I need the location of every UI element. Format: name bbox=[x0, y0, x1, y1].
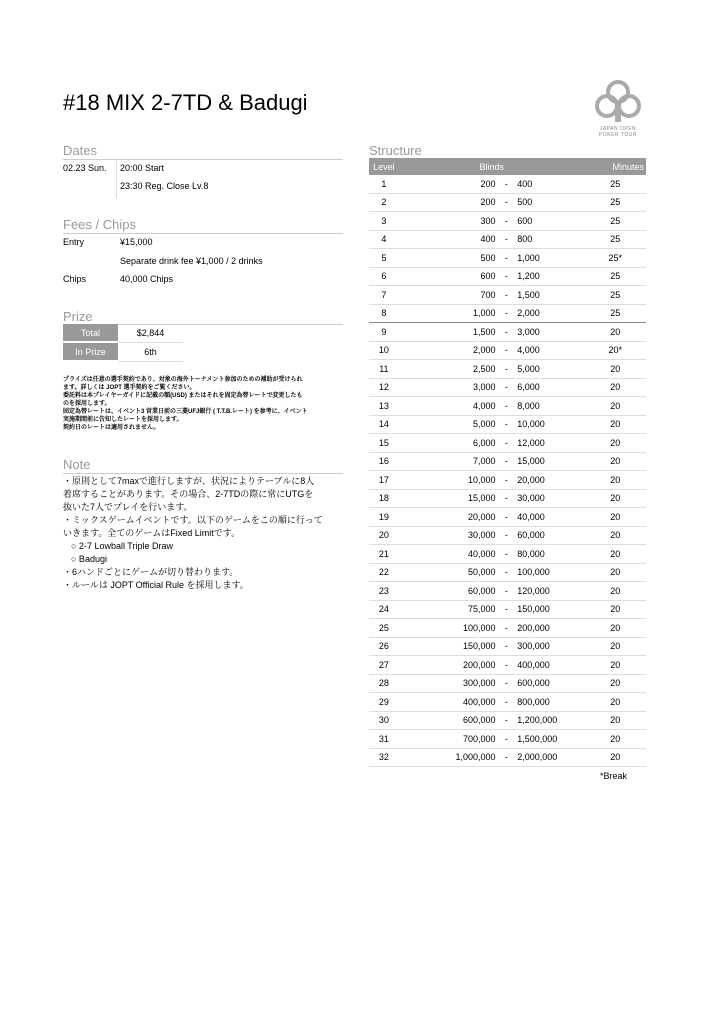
small-blind: 15,000 bbox=[399, 489, 500, 508]
blind-separator: - bbox=[499, 619, 513, 638]
level-number: 12 bbox=[369, 378, 399, 397]
level-row bbox=[369, 360, 646, 379]
disclaimer-line: ます。詳しくは JOPT 選手契約をご覧ください。 bbox=[63, 385, 196, 391]
dates-heading: Dates bbox=[63, 143, 97, 158]
level-number: 16 bbox=[369, 452, 399, 471]
level-row bbox=[369, 600, 646, 619]
level-number: 19 bbox=[369, 508, 399, 527]
prize-table bbox=[63, 324, 183, 362]
big-blind: 2,000 bbox=[513, 304, 584, 323]
small-blind: 700,000 bbox=[399, 730, 500, 749]
level-number: 10 bbox=[369, 341, 399, 360]
level-row bbox=[369, 563, 646, 582]
blind-separator: - bbox=[499, 656, 513, 675]
entry-value: ¥15,000 bbox=[120, 237, 153, 247]
small-blind: 300 bbox=[399, 212, 500, 231]
blind-separator: - bbox=[499, 748, 513, 767]
level-minutes: 25 bbox=[585, 304, 646, 323]
blind-separator: - bbox=[499, 286, 513, 305]
big-blind: 400 bbox=[513, 175, 584, 193]
level-minutes: 20 bbox=[585, 656, 646, 675]
blind-separator: - bbox=[499, 526, 513, 545]
level-minutes: 20 bbox=[585, 434, 646, 453]
prize-total-row bbox=[63, 324, 183, 342]
level-minutes: 20 bbox=[585, 471, 646, 490]
note-heading: Note bbox=[63, 457, 91, 472]
prize-total-value: $2,844 bbox=[118, 324, 183, 342]
note-line: ・ミックスゲームイベントです。以下のゲームをこの順に行って bbox=[63, 515, 323, 525]
structure-header-row bbox=[369, 158, 646, 175]
note-body bbox=[63, 475, 353, 592]
small-blind: 150,000 bbox=[399, 637, 500, 656]
level-minutes: 20 bbox=[585, 526, 646, 545]
level-minutes: 25 bbox=[585, 286, 646, 305]
level-row bbox=[369, 304, 646, 323]
small-blind: 1,500 bbox=[399, 323, 500, 342]
level-number: 4 bbox=[369, 230, 399, 249]
level-number: 29 bbox=[369, 693, 399, 712]
prize-inprize-label: In Prize bbox=[63, 342, 118, 361]
level-minutes: 20 bbox=[585, 563, 646, 582]
level-number: 3 bbox=[369, 212, 399, 231]
level-row bbox=[369, 711, 646, 730]
big-blind: 10,000 bbox=[513, 415, 584, 434]
small-blind: 400 bbox=[399, 230, 500, 249]
break-footnote: *Break bbox=[600, 771, 628, 781]
blind-separator: - bbox=[499, 378, 513, 397]
level-minutes: 20 bbox=[585, 397, 646, 416]
level-number: 31 bbox=[369, 730, 399, 749]
level-minutes: 20 bbox=[585, 619, 646, 638]
level-minutes: 20 bbox=[585, 674, 646, 693]
small-blind: 20,000 bbox=[399, 508, 500, 527]
level-number: 17 bbox=[369, 471, 399, 490]
blind-separator: - bbox=[499, 637, 513, 656]
col-level-header: Level bbox=[369, 158, 399, 175]
blind-separator: - bbox=[499, 563, 513, 582]
level-minutes: 20 bbox=[585, 582, 646, 601]
level-minutes: 25 bbox=[585, 212, 646, 231]
blind-separator: - bbox=[499, 397, 513, 416]
blind-separator: - bbox=[499, 582, 513, 601]
note-game-item: ○ 2-7 Lowball Triple Draw bbox=[71, 541, 173, 551]
small-blind: 7,000 bbox=[399, 452, 500, 471]
level-minutes: 20 bbox=[585, 693, 646, 712]
small-blind: 6,000 bbox=[399, 434, 500, 453]
small-blind: 400,000 bbox=[399, 693, 500, 712]
small-blind: 600,000 bbox=[399, 711, 500, 730]
big-blind: 2,000,000 bbox=[513, 748, 584, 767]
level-row bbox=[369, 267, 646, 286]
level-number: 26 bbox=[369, 637, 399, 656]
big-blind: 3,000 bbox=[513, 323, 584, 342]
big-blind: 800 bbox=[513, 230, 584, 249]
level-row bbox=[369, 378, 646, 397]
note-line: ・6ハンドごとにゲームが切り替わります。 bbox=[63, 567, 239, 577]
big-blind: 1,500 bbox=[513, 286, 584, 305]
level-number: 5 bbox=[369, 249, 399, 268]
level-row bbox=[369, 545, 646, 564]
blind-separator: - bbox=[499, 175, 513, 193]
level-number: 32 bbox=[369, 748, 399, 767]
level-row bbox=[369, 193, 646, 212]
blind-separator: - bbox=[499, 674, 513, 693]
level-row bbox=[369, 748, 646, 767]
level-row bbox=[369, 249, 646, 268]
level-minutes: 20 bbox=[585, 600, 646, 619]
level-minutes: 20 bbox=[585, 637, 646, 656]
jopt-logo bbox=[590, 80, 646, 138]
small-blind: 200 bbox=[399, 175, 500, 193]
blind-separator: - bbox=[499, 249, 513, 268]
level-row bbox=[369, 415, 646, 434]
level-number: 8 bbox=[369, 304, 399, 323]
level-minutes: 20 bbox=[585, 378, 646, 397]
level-row bbox=[369, 693, 646, 712]
blind-separator: - bbox=[499, 267, 513, 286]
small-blind: 2,500 bbox=[399, 360, 500, 379]
small-blind: 60,000 bbox=[399, 582, 500, 601]
small-blind: 700 bbox=[399, 286, 500, 305]
big-blind: 15,000 bbox=[513, 452, 584, 471]
small-blind: 50,000 bbox=[399, 563, 500, 582]
small-blind: 200,000 bbox=[399, 656, 500, 675]
chips-label: Chips bbox=[63, 274, 87, 284]
big-blind: 800,000 bbox=[513, 693, 584, 712]
drink-fee: Separate drink fee ¥1,000 / 2 drinks bbox=[120, 256, 263, 266]
prize-inprize-row bbox=[63, 342, 183, 361]
prize-disclaimer bbox=[63, 376, 348, 432]
level-minutes: 25 bbox=[585, 175, 646, 193]
disclaimer-line: のを採用します。 bbox=[63, 401, 111, 407]
big-blind: 40,000 bbox=[513, 508, 584, 527]
small-blind: 600 bbox=[399, 267, 500, 286]
big-blind: 300,000 bbox=[513, 637, 584, 656]
level-row bbox=[369, 341, 646, 360]
level-minutes: 20 bbox=[585, 360, 646, 379]
big-blind: 12,000 bbox=[513, 434, 584, 453]
reg-close-time: 23:30 Reg. Close Lv.8 bbox=[120, 181, 209, 191]
blind-separator: - bbox=[499, 212, 513, 231]
blind-separator: - bbox=[499, 600, 513, 619]
level-number: 20 bbox=[369, 526, 399, 545]
structure-table bbox=[369, 158, 646, 767]
big-blind: 400,000 bbox=[513, 656, 584, 675]
level-row bbox=[369, 656, 646, 675]
level-number: 14 bbox=[369, 415, 399, 434]
level-number: 18 bbox=[369, 489, 399, 508]
big-blind: 150,000 bbox=[513, 600, 584, 619]
blind-separator: - bbox=[499, 434, 513, 453]
note-line: いきます。全てのゲームはFixed Limitです。 bbox=[63, 528, 241, 538]
level-minutes: 25 bbox=[585, 193, 646, 212]
blind-separator: - bbox=[499, 711, 513, 730]
blind-separator: - bbox=[499, 508, 513, 527]
level-number: 23 bbox=[369, 582, 399, 601]
blind-separator: - bbox=[499, 341, 513, 360]
big-blind: 500 bbox=[513, 193, 584, 212]
level-number: 24 bbox=[369, 600, 399, 619]
level-row bbox=[369, 323, 646, 342]
level-row bbox=[369, 508, 646, 527]
big-blind: 80,000 bbox=[513, 545, 584, 564]
level-minutes: 20 bbox=[585, 545, 646, 564]
level-number: 28 bbox=[369, 674, 399, 693]
level-row bbox=[369, 452, 646, 471]
structure-rows bbox=[369, 175, 646, 767]
blind-separator: - bbox=[499, 323, 513, 342]
logo-text-line2: POKER TOUR bbox=[599, 132, 637, 138]
big-blind: 600,000 bbox=[513, 674, 584, 693]
level-minutes: 20 bbox=[585, 415, 646, 434]
blind-separator: - bbox=[499, 230, 513, 249]
level-row bbox=[369, 230, 646, 249]
level-row bbox=[369, 397, 646, 416]
big-blind: 1,500,000 bbox=[513, 730, 584, 749]
event-title: #18 MIX 2-7TD & Badugi bbox=[63, 90, 308, 115]
small-blind: 1,000 bbox=[399, 304, 500, 323]
blind-separator: - bbox=[499, 545, 513, 564]
note-line: ・原則として7maxで進行しますが、状況によりテーブルに8人 bbox=[63, 476, 315, 486]
fees-heading: Fees / Chips bbox=[63, 217, 136, 232]
col-minutes-header: Minutes bbox=[585, 158, 646, 175]
big-blind: 4,000 bbox=[513, 341, 584, 360]
level-row bbox=[369, 674, 646, 693]
big-blind: 1,200 bbox=[513, 267, 584, 286]
big-blind: 1,000 bbox=[513, 249, 584, 268]
blind-separator: - bbox=[499, 415, 513, 434]
prize-heading: Prize bbox=[63, 309, 93, 324]
small-blind: 300,000 bbox=[399, 674, 500, 693]
small-blind: 100,000 bbox=[399, 619, 500, 638]
disclaimer-line: 契約日のレートは適用されません。 bbox=[63, 425, 160, 431]
disclaimer-line: 固定為替レートは、イベント3 営業日前の三菱UFJ銀行 ( T.T.B.レート) を参考に、イベント bbox=[63, 409, 308, 415]
fees-divider bbox=[63, 233, 343, 234]
blind-separator: - bbox=[499, 193, 513, 212]
small-blind: 1,000,000 bbox=[399, 748, 500, 767]
small-blind: 4,000 bbox=[399, 397, 500, 416]
level-minutes: 25 bbox=[585, 267, 646, 286]
big-blind: 6,000 bbox=[513, 378, 584, 397]
disclaimer-line: 委託料は本プレイヤーガイドに記載の額(USD) またはそれを固定為替レートで変更したも bbox=[63, 393, 303, 399]
note-line: 着席することがあります。その場合、2-7TDの際に常にUTGを bbox=[63, 489, 314, 499]
big-blind: 5,000 bbox=[513, 360, 584, 379]
note-line: ・ルールは JOPT Official Rule を採用します。 bbox=[63, 580, 249, 590]
small-blind: 10,000 bbox=[399, 471, 500, 490]
big-blind: 120,000 bbox=[513, 582, 584, 601]
level-row bbox=[369, 637, 646, 656]
note-game-item: ○ Badugi bbox=[71, 554, 107, 564]
blind-separator: - bbox=[499, 452, 513, 471]
small-blind: 5,000 bbox=[399, 415, 500, 434]
small-blind: 30,000 bbox=[399, 526, 500, 545]
level-number: 11 bbox=[369, 360, 399, 379]
note-line: 抜いた7人でプレイを行います。 bbox=[63, 502, 193, 512]
dates-divider bbox=[63, 159, 343, 160]
small-blind: 2,000 bbox=[399, 341, 500, 360]
level-number: 30 bbox=[369, 711, 399, 730]
prize-inprize-value: 6th bbox=[118, 342, 183, 361]
logo-text-line1: JAPAN OPEN bbox=[599, 126, 637, 132]
level-row bbox=[369, 434, 646, 453]
blind-separator: - bbox=[499, 304, 513, 323]
level-minutes: 20 bbox=[585, 452, 646, 471]
big-blind: 600 bbox=[513, 212, 584, 231]
level-minutes: 20 bbox=[585, 711, 646, 730]
level-number: 21 bbox=[369, 545, 399, 564]
big-blind: 30,000 bbox=[513, 489, 584, 508]
small-blind: 500 bbox=[399, 249, 500, 268]
level-number: 2 bbox=[369, 193, 399, 212]
big-blind: 60,000 bbox=[513, 526, 584, 545]
structure-heading: Structure bbox=[369, 143, 422, 158]
level-number: 27 bbox=[369, 656, 399, 675]
level-number: 6 bbox=[369, 267, 399, 286]
level-minutes: 20 bbox=[585, 323, 646, 342]
event-date: 02.23 Sun. bbox=[63, 163, 107, 173]
level-row bbox=[369, 471, 646, 490]
level-number: 1 bbox=[369, 175, 399, 193]
blind-separator: - bbox=[499, 730, 513, 749]
big-blind: 8,000 bbox=[513, 397, 584, 416]
level-row bbox=[369, 582, 646, 601]
level-minutes: 20 bbox=[585, 730, 646, 749]
blind-separator: - bbox=[499, 489, 513, 508]
blind-separator: - bbox=[499, 693, 513, 712]
prize-total-label: Total bbox=[63, 324, 118, 342]
level-minutes: 20 bbox=[585, 489, 646, 508]
level-number: 22 bbox=[369, 563, 399, 582]
level-row bbox=[369, 489, 646, 508]
disclaimer-line: プライズは任意の選手契約であり、対象の海外トーナメント参加のための補助が受けられ bbox=[63, 377, 303, 383]
level-row bbox=[369, 619, 646, 638]
dates-column-divider bbox=[116, 160, 117, 198]
level-minutes: 25 bbox=[585, 230, 646, 249]
disclaimer-line: 実施期間前に告知したレートを採用します。 bbox=[63, 417, 183, 423]
level-row bbox=[369, 526, 646, 545]
level-row bbox=[369, 212, 646, 231]
blind-separator: - bbox=[499, 360, 513, 379]
level-row bbox=[369, 286, 646, 305]
club-icon bbox=[595, 80, 641, 126]
level-minutes: 25* bbox=[585, 249, 646, 268]
entry-label: Entry bbox=[63, 237, 85, 247]
blind-separator: - bbox=[499, 471, 513, 490]
level-minutes: 20* bbox=[585, 341, 646, 360]
level-minutes: 20 bbox=[585, 508, 646, 527]
level-row bbox=[369, 730, 646, 749]
small-blind: 3,000 bbox=[399, 378, 500, 397]
big-blind: 200,000 bbox=[513, 619, 584, 638]
level-number: 25 bbox=[369, 619, 399, 638]
level-row bbox=[369, 175, 646, 193]
small-blind: 40,000 bbox=[399, 545, 500, 564]
level-number: 7 bbox=[369, 286, 399, 305]
level-number: 15 bbox=[369, 434, 399, 453]
level-number: 13 bbox=[369, 397, 399, 416]
level-number: 9 bbox=[369, 323, 399, 342]
big-blind: 100,000 bbox=[513, 563, 584, 582]
small-blind: 75,000 bbox=[399, 600, 500, 619]
col-blinds-header: Blinds bbox=[399, 158, 585, 175]
chips-value: 40,000 Chips bbox=[120, 274, 174, 284]
note-divider bbox=[63, 473, 343, 474]
small-blind: 200 bbox=[399, 193, 500, 212]
big-blind: 20,000 bbox=[513, 471, 584, 490]
big-blind: 1,200,000 bbox=[513, 711, 584, 730]
start-time: 20:00 Start bbox=[120, 163, 165, 173]
level-minutes: 20 bbox=[585, 748, 646, 767]
